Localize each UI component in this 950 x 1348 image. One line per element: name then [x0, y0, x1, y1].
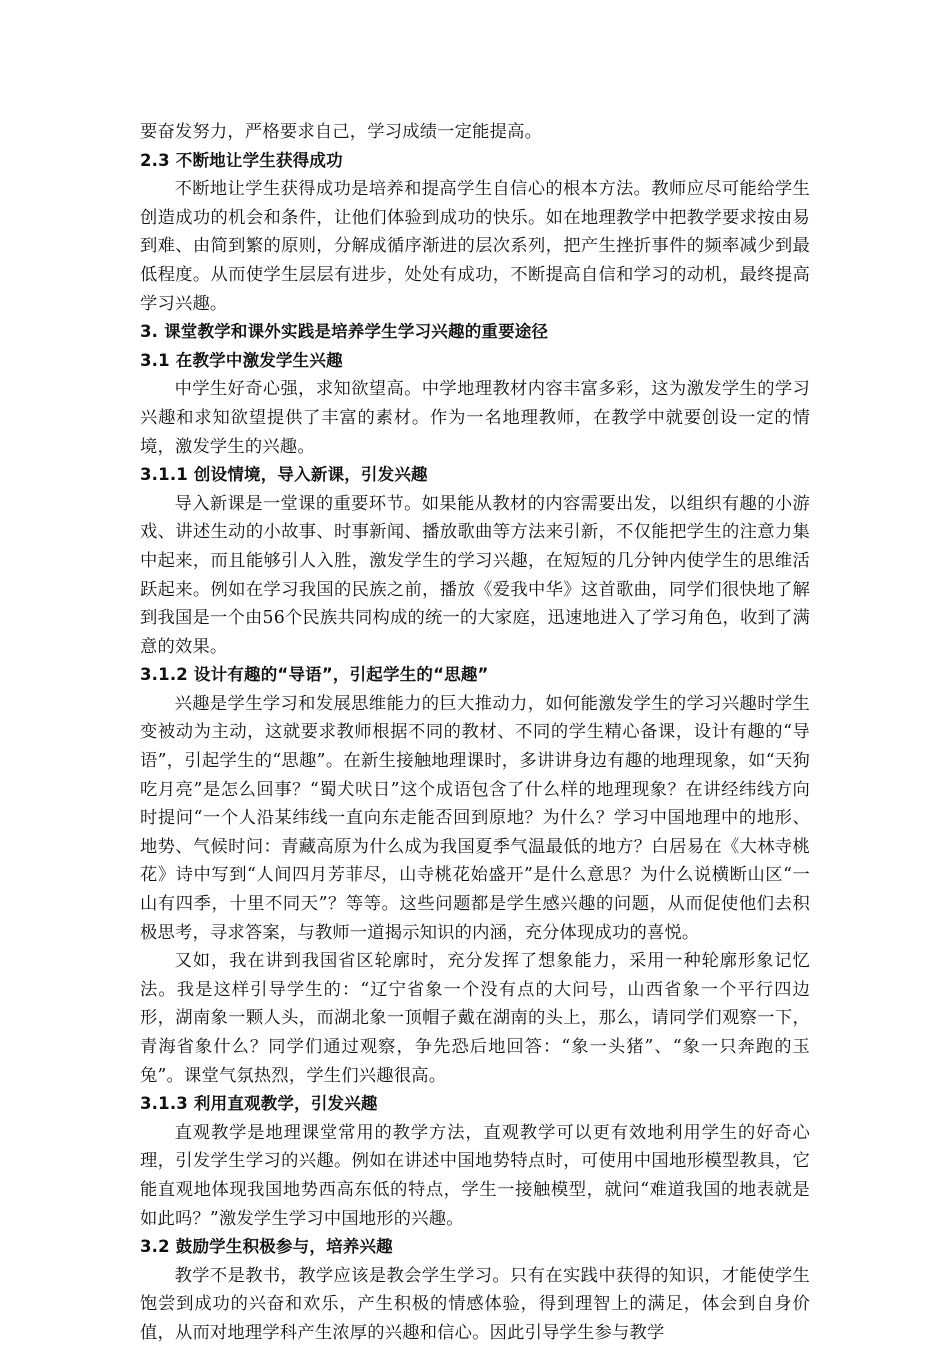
paragraph-3-1-1: 导入新课是一堂课的重要环节。如果能从教材的内容需要出发，以组织有趣的小游戏、讲述生动的小故事、时事新闻、播放歌曲等方法来引新，不仅能把学生的注意力集中起来，而且能够引人入胜，激发学生的学习兴趣，在短短的几分钟内使学生的思维活跃起来。例如在学习我国的民族之前，播放《爱我中华》这首歌曲，同学们很快地了解到我国是一个由56个民族共同构成的统一的大家庭，迅速地进入了学习角色，收到了满意的效果。 — [140, 493, 810, 657]
paragraph-3-1-3: 直观教学是地理课堂常用的教学方法，直观教学可以更有效地利用学生的好奇心理，引发学生学习的兴趣。例如在讲述中国地势特点时，可使用中国地形模型教具，它能直观地体现我国地势西高东低的特点，学生一接触模型，就问“难道我国的地表就是如此吗？”激发学生学习中国地形的兴趣。 — [140, 1122, 810, 1229]
paragraph-2-3: 不断地让学生获得成功是培养和提高学生自信心的根本方法。教师应尽可能给学生创造成功的机会和条件，让他们体验到成功的快乐。如在地理教学中把教学要求按由易到难、由简到繁的原则，分解成循序渐进的层次系列，把产生挫折事件的频率减少到最低程度。从而使学生层层有进步，处处有成功，不断提高自信和学习的动机，最终提高学习兴趣。 — [140, 179, 810, 314]
section-heading-3-1-2: 3.1.2 设计有趣的“导语”，引起学生的“思趣” — [140, 665, 489, 685]
paragraph-3-1-2-a: 兴趣是学生学习和发展思维能力的巨大推动力，如何能激发学生的学习兴趣时学生变被动为主动，这就要求教师根据不同的教材、不同的学生精心备课，设计有趣的“导语”，引起学生的“思趣”。在新生接触地理课时，多讲讲身边有趣的地理现象，如“天狗吃月亮”是怎么回事？“蜀犬吠日”这个成语包含了什么样的地理现象？在讲经纬线方向时提问“一个人沿某纬线一直向东走能否回到原地？为什么？学习中国地理中的地形、地势、气候时问：青藏高原为什么成为我国夏季气温最低的地方？白居易在《大林寺桃花》诗中写到“人间四月芳菲尽，山寺桃花始盛开”是什么意思？为什么说横断山区“一山有四季，十里不同天”？等等。这些问题都是学生感兴趣的问题，从而促使他们去积极思考，寻求答案，与教师一道揭示知识的内涵，充分体现成功的喜悦。 — [140, 693, 810, 943]
section-heading-3-1-3: 3.1.3 利用直观教学，引发兴趣 — [140, 1094, 378, 1114]
document-page — [140, 118, 810, 1348]
section-heading-3-2: 3.2 鼓励学生积极参与，培养兴趣 — [140, 1237, 393, 1257]
paragraph-3-1: 中学生好奇心强，求知欲望高。中学地理教材内容丰富多彩，这为激发学生的学习兴趣和求知欲望提供了丰富的素材。作为一名地理教师，在教学中就要创设一定的情境，激发学生的兴趣。 — [140, 379, 810, 457]
paragraph-3-1-2-b: 又如，我在讲到我国省区轮廓时，充分发挥了想象能力，采用一种轮廓形象记忆法。我是这样引导学生的：“辽宁省象一个没有点的大问号，山西省象一个平行四边形，湖南象一颗人头，而湖北象一顶帽子戴在湖南的头上，那么，请同学们观察一下，青海省象什么？同学们通过观察，争先恐后地回答：“象一头猪”、“象一只奔跑的玉兔”。课堂气氛热烈，学生们兴趣很高。 — [140, 951, 810, 1086]
section-heading-2-3: 2.3 不断地让学生获得成功 — [140, 150, 343, 170]
section-heading-3: 3. 课堂教学和课外实践是培养学生学习兴趣的重要途径 — [140, 322, 549, 342]
paragraph-3-2: 教学不是教书，教学应该是教会学生学习。只有在实践中获得的知识，才能使学生饱尝到成功的兴奋和欢乐，产生积极的情感体验，得到理智上的满足，体会到自身价值，从而对地理学科产生浓厚的兴趣和信心。因此引导学生参与教学 — [140, 1265, 810, 1343]
section-heading-3-1: 3.1 在教学中激发学生兴趣 — [140, 350, 343, 370]
section-heading-3-1-1: 3.1.1 创设情境，导入新课，引发兴趣 — [140, 465, 428, 485]
paragraph-2-2-ending: 要奋发努力，严格要求自己，学习成绩一定能提高。 — [140, 122, 543, 142]
